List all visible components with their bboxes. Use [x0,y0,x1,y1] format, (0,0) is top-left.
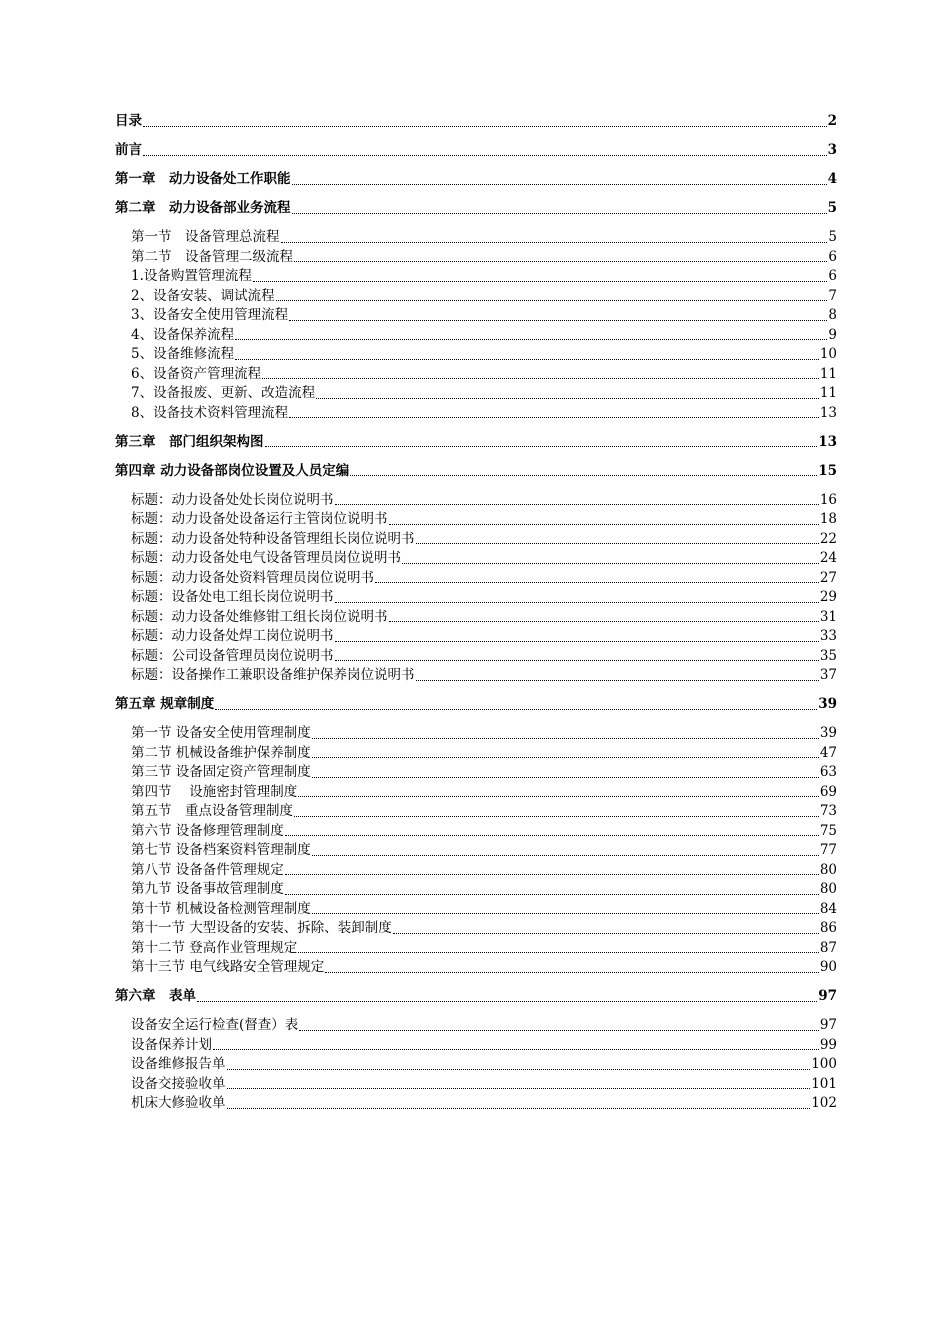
toc-entry-title: 第七节 设备档案资料管理制度 [131,842,311,858]
toc-entry-title: 第四章 动力设备部岗位设置及人员定编 [115,462,350,479]
toc-page-number: 87 [819,939,837,956]
toc-page-number: 3 [827,142,837,158]
toc-page-number: 80 [819,861,837,878]
toc-section-entry[interactable] [115,365,837,385]
toc-page-number: 10 [819,346,837,362]
toc-dot-leader [235,358,819,360]
toc-page-number: 11 [819,385,837,401]
toc-dot-leader [253,280,828,282]
toc-entry-title: 1.设备购置管理流程 [131,268,252,284]
toc-dot-leader [285,893,819,895]
toc-entry-title: 第二节 机械设备维护保养制度 [131,744,311,761]
toc-dot-leader [298,951,819,953]
toc-section-entry[interactable] [115,763,837,783]
toc-entry-title: 2、设备安装、调试流程 [131,287,275,304]
toc-entry-title: 标题：动力设备处设备运行主管岗位说明书 [131,511,388,527]
toc-dot-leader [389,523,819,525]
toc-dot-leader [416,542,819,544]
toc-section-entry[interactable] [115,530,837,550]
toc-dot-leader [235,338,827,340]
toc-dot-leader [294,815,819,817]
toc-section-entry[interactable] [115,744,837,764]
toc-entry-title: 标题：设备处电工组长岗位说明书 [131,589,334,605]
toc-section-entry[interactable] [115,549,837,569]
toc-dot-leader [389,620,819,622]
toc-page-number: 33 [819,628,837,644]
toc-chapter-entry[interactable] [115,112,837,132]
toc-entry-title: 8、设备技术资料管理流程 [131,404,289,421]
toc-page-number: 9 [828,326,837,343]
toc-page-number: 86 [819,920,837,936]
toc-dot-leader [294,260,827,262]
toc-entry-title: 第六章 表单 [115,988,196,1004]
toc-dot-leader [325,971,819,973]
toc-entry-title: 第九节 设备事故管理制度 [131,881,284,897]
toc-dot-leader [335,640,819,642]
toc-entry-title: 第三节 设备固定资产管理制度 [131,764,311,780]
toc-entry-title: 第十一节 大型设备的安装、拆除、装卸制度 [131,920,392,936]
toc-dot-leader [289,416,819,418]
toc-entry-title: 第二章 动力设备部业务流程 [115,200,291,216]
toc-page-number: 47 [819,744,837,761]
toc-entry-title: 5、设备维修流程 [131,346,235,362]
toc-entry-title: 第十节 机械设备检测管理制度 [131,900,311,917]
toc-chapter-entry[interactable] [115,462,837,482]
toc-page-number: 22 [819,530,837,547]
toc-section-entry[interactable] [115,1075,837,1095]
toc-page-number: 13 [818,433,837,450]
toc-dot-leader [299,1029,819,1031]
toc-section-entry[interactable] [115,1016,837,1036]
toc-chapter-entry[interactable] [115,141,837,161]
toc-dot-leader [393,932,819,934]
toc-entry-title: 第一节 设备管理总流程 [131,229,280,245]
toc-page-number: 69 [819,783,837,800]
toc-page-number: 31 [819,608,837,625]
toc-chapter-entry[interactable] [115,987,837,1007]
toc-page-number: 101 [811,1075,837,1092]
toc-entry-title: 4、设备保养流程 [131,326,235,343]
toc-section-entry[interactable] [115,491,837,511]
toc-entry-title: 7、设备报废、更新、改造流程 [131,385,316,401]
toc-dot-leader [143,154,827,156]
toc-page-number: 39 [819,725,837,741]
toc-dot-leader [312,912,819,914]
toc-dot-leader [215,708,817,710]
toc-section-entry[interactable] [115,783,837,803]
toc-entry-title: 设备安全运行检查(督查）表 [131,1017,299,1033]
toc-page-number: 97 [819,1017,837,1033]
toc-page-number: 84 [819,900,837,917]
toc-section-entry[interactable] [115,306,837,326]
toc-entry-title: 第一节 设备安全使用管理制度 [131,725,311,741]
toc-dot-leader [312,737,819,739]
toc-page-number: 2 [827,113,837,129]
toc-page-number: 37 [819,667,837,683]
toc-entry-title: 设备维修报告单 [131,1056,226,1072]
toc-page-number: 15 [818,462,837,479]
toc-entry-title: 第六节 设备修理管理制度 [131,822,284,839]
toc-page-number: 80 [819,881,837,897]
toc-entry-title: 前言 [115,142,142,158]
toc-page-number: 24 [819,550,837,566]
toc-section-entry[interactable] [115,1055,837,1075]
toc-entry-title: 机床大修验收单 [131,1095,226,1111]
toc-dot-leader [285,834,819,836]
toc-dot-leader [262,377,819,379]
table-of-contents [115,112,837,1114]
toc-page-number: 63 [819,764,837,780]
toc-dot-leader [285,873,819,875]
toc-section-entry[interactable] [115,724,837,744]
toc-section-entry[interactable] [115,939,837,959]
toc-section-entry[interactable] [115,627,837,647]
toc-page-number: 27 [819,569,837,586]
toc-section-entry[interactable] [115,1036,837,1056]
toc-section-entry[interactable] [115,647,837,667]
toc-section-entry[interactable] [115,510,837,530]
toc-dot-leader [265,445,818,447]
toc-section-entry[interactable] [115,326,837,346]
toc-dot-leader [402,562,819,564]
toc-entry-title: 第十二节 登高作业管理规定 [131,939,298,956]
toc-page-number: 6 [828,268,837,284]
toc-page-number: 8 [828,307,837,323]
toc-entry-title: 3、设备安全使用管理流程 [131,307,289,323]
toc-page-number: 16 [819,491,837,508]
toc-dot-leader [227,1087,811,1089]
toc-section-entry[interactable] [115,404,837,424]
toc-entry-title: 标题：动力设备处维修钳工组长岗位说明书 [131,608,388,625]
toc-entry-title: 标题：动力设备处资料管理员岗位说明书 [131,569,374,586]
toc-entry-title: 标题：动力设备处焊工岗位说明书 [131,628,334,644]
toc-entry-title: 第三章 部门组织架构图 [115,433,264,450]
toc-section-entry[interactable] [115,569,837,589]
toc-dot-leader [416,679,819,681]
toc-page-number: 100 [811,1056,837,1072]
toc-entry-title: 6、设备资产管理流程 [131,365,262,382]
toc-dot-leader [312,776,819,778]
toc-section-entry[interactable] [115,345,837,365]
toc-dot-leader [289,319,827,321]
toc-entry-title: 标题：动力设备处处长岗位说明书 [131,491,334,508]
toc-section-entry[interactable] [115,802,837,822]
toc-section-entry[interactable] [115,267,837,287]
toc-page-number: 11 [819,365,837,382]
toc-entry-title: 第五章 规章制度 [115,696,215,712]
toc-entry-title: 标题：公司设备管理员岗位说明书 [131,647,334,664]
toc-entry-title: 第四节 设施密封管理制度 [131,783,298,800]
toc-entry-title: 标题：动力设备处特种设备管理组长岗位说明书 [131,530,415,547]
toc-page-number: 73 [819,803,837,819]
toc-page-number: 7 [828,287,837,304]
toc-section-entry[interactable] [115,958,837,978]
toc-section-entry[interactable] [115,666,837,686]
toc-dot-leader [292,212,827,214]
toc-page-number: 18 [819,511,837,527]
toc-page-number: 97 [818,988,837,1004]
toc-page-number: 99 [819,1036,837,1053]
toc-page-number: 39 [818,696,837,712]
toc-dot-leader [197,1000,817,1002]
toc-section-entry[interactable] [115,880,837,900]
toc-dot-leader [335,659,819,661]
toc-page-number: 90 [819,959,837,975]
toc-page-number: 4 [827,171,837,187]
toc-section-entry[interactable] [115,919,837,939]
toc-dot-leader [312,854,819,856]
toc-entry-title: 第一章 动力设备处工作职能 [115,171,291,187]
toc-entry-title: 第二节 设备管理二级流程 [131,248,293,265]
toc-section-entry[interactable] [115,822,837,842]
toc-dot-leader [292,183,827,185]
toc-section-entry[interactable] [115,900,837,920]
toc-section-entry[interactable] [115,608,837,628]
toc-entry-title: 第八节 设备备件管理规定 [131,861,284,878]
toc-section-entry[interactable] [115,228,837,248]
toc-dot-leader [298,795,819,797]
toc-dot-leader [213,1048,819,1050]
toc-dot-leader [227,1068,811,1070]
toc-dot-leader [312,756,819,758]
toc-section-entry[interactable] [115,861,837,881]
toc-dot-leader [335,503,819,505]
toc-dot-leader [281,241,828,243]
toc-section-entry[interactable] [115,384,837,404]
toc-entry-title: 设备交接验收单 [131,1075,226,1092]
toc-page-number: 6 [828,248,837,265]
toc-chapter-entry[interactable] [115,170,837,190]
toc-page-number: 5 [828,229,837,245]
toc-page-number: 102 [811,1095,837,1111]
toc-page-number: 13 [819,404,837,421]
toc-dot-leader [375,581,819,583]
toc-dot-leader [335,601,819,603]
toc-chapter-entry[interactable] [115,695,837,715]
toc-entry-title: 标题：动力设备处电气设备管理员岗位说明书 [131,550,401,566]
toc-page-number: 29 [819,589,837,605]
toc-entry-title: 第五节 重点设备管理制度 [131,803,293,819]
toc-dot-leader [276,299,828,301]
toc-section-entry[interactable] [115,841,837,861]
toc-entry-title: 设备保养计划 [131,1036,212,1053]
toc-section-entry[interactable] [115,1094,837,1114]
toc-page-number: 35 [819,647,837,664]
toc-chapter-entry[interactable] [115,433,837,453]
toc-page-number: 5 [827,200,837,216]
toc-dot-leader [143,125,827,127]
toc-section-entry[interactable] [115,248,837,268]
toc-chapter-entry[interactable] [115,199,837,219]
toc-page-number: 75 [819,822,837,839]
toc-section-entry[interactable] [115,588,837,608]
toc-section-entry[interactable] [115,287,837,307]
toc-page-number: 77 [819,842,837,858]
toc-dot-leader [227,1107,811,1109]
toc-dot-leader [350,474,817,476]
toc-entry-title: 目录 [115,113,142,129]
toc-entry-title: 标题：设备操作工兼职设备维护保养岗位说明书 [131,667,415,683]
toc-entry-title: 第十三节 电气线路安全管理规定 [131,959,325,975]
toc-dot-leader [316,397,819,399]
